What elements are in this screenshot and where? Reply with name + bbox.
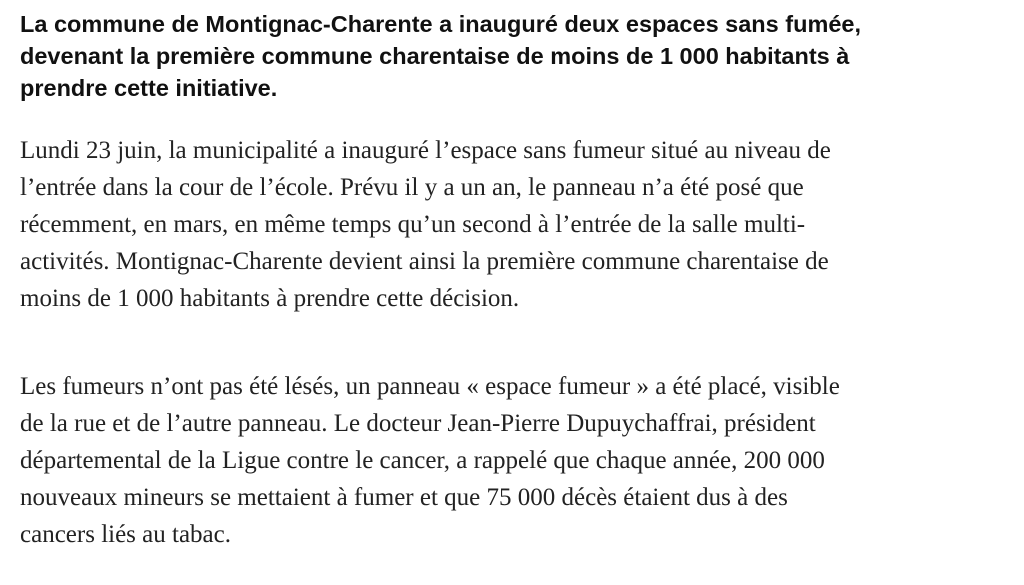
paragraph-line: départemental de la Ligue contre le cancer, a rappelé que chaque année, 200 000: [20, 447, 825, 474]
article-paragraph-1: [20, 132, 1010, 317]
article-lead: [20, 8, 1010, 104]
paragraph-line: Lundi 23 juin, la municipalité a inauguré l’espace sans fumeur situé au niveau de: [20, 137, 831, 164]
paragraph-line: récemment, en mars, en même temps qu’un second à l’entrée de la salle multi-: [20, 211, 806, 238]
paragraph-line: activités. Montignac-Charente devient ainsi la première commune charentaise de: [20, 248, 829, 275]
paragraph-line: de la rue et de l’autre panneau. Le docteur Jean-Pierre Dupuychaffrai, président: [20, 410, 816, 437]
paragraph-line: l’entrée dans la cour de l’école. Prévu il y a un an, le panneau n’a été posé que: [20, 174, 804, 201]
paragraph-line: cancers liés au tabac.: [20, 521, 231, 548]
paragraph-line: nouveaux mineurs se mettaient à fumer et que 75 000 décès étaient dus à des: [20, 484, 788, 511]
article-paragraph-2: [20, 368, 1010, 553]
lead-line: prendre cette initiative.: [20, 75, 278, 101]
lead-line: La commune de Montignac-Charente a inauguré deux espaces sans fumée,: [20, 11, 862, 37]
paragraph-line: Les fumeurs n’ont pas été lésés, un panneau « espace fumeur » a été placé, visible: [20, 373, 840, 400]
article: [20, 8, 1010, 553]
lead-line: devenant la première commune charentaise de moins de 1 000 habitants à: [20, 43, 850, 69]
paragraph-line: moins de 1 000 habitants à prendre cette décision.: [20, 285, 520, 312]
